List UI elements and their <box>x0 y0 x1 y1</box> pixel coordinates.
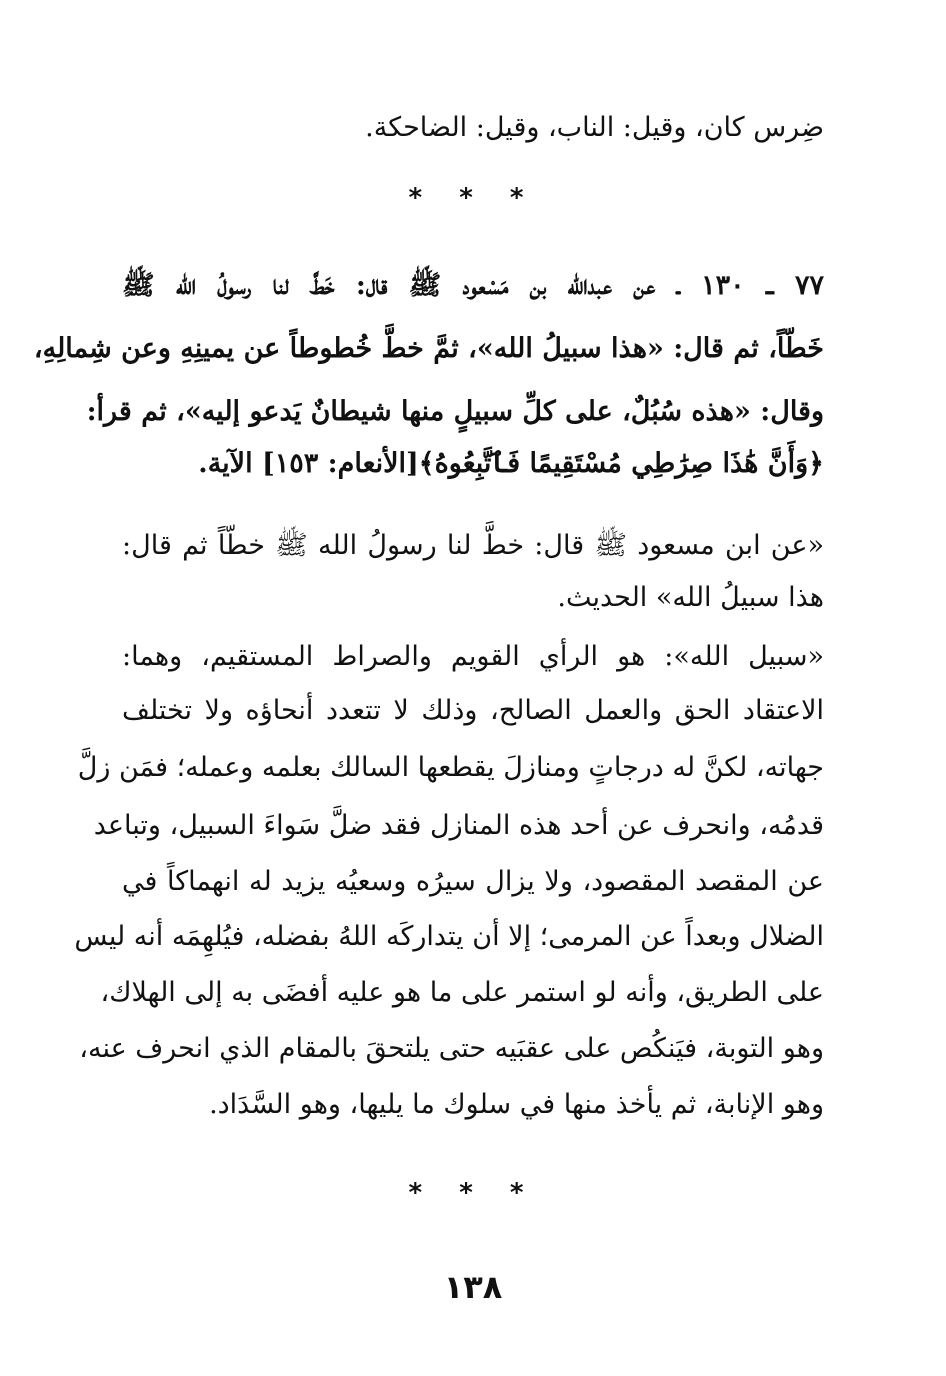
sharh-line-9: وهو الإنابة، ثم يأخذ منها في سلوك ما يليها، وهو السَّدَاد. <box>209 1089 824 1120</box>
separator-bottom: * * * <box>408 1178 538 1208</box>
sharh-line-4: قدمُه، وانحرف عن أحد هذه المنازل فقد ضلَّ سَواءَ السبيل، وتباعد <box>93 810 824 841</box>
hadith-line-1: ٧٧ ـ ١٣٠ ـ عن عبدالله بن مَسْعود ﷺ قال: خَطَّ لنا رسولُ الله ﷺ <box>122 270 824 301</box>
hadith-line-4: ﴿وَأَنَّ هَٰذَا صِرَٰطِي مُسْتَقِيمًا فَٱتَّبِعُوهُ﴾[الأنعام: ١٥٣] الآية. <box>198 448 824 479</box>
hadith-line-3: وقال: «هذه سُبُلٌ، على كلِّ سبيلٍ منها شيطانٌ يَدعو إليه»، ثم قرأ: <box>86 396 824 427</box>
sharh-line-8: وهو التوبة، فيَنكُص على عقبَيه حتى يلتحقَ بالمقام الذي انحرف عنه، <box>79 1033 824 1064</box>
sharh-line-2: الاعتقاد الحق والعمل الصالح، وذلك لا تتعدد أنحاؤه ولا تختلف <box>122 695 824 726</box>
separator-top: * * * <box>408 183 538 213</box>
hadith-line-2: خَطّاً، ثم قال: «هذا سبيلُ الله»، ثمَّ خطَّ خُطوطاً عن يمينِهِ وعن شِمالِهِ، <box>33 333 824 364</box>
intro-line: ضِرس كان، وقيل: الناب، وقيل: الضاحكة. <box>365 112 824 143</box>
sharh-line-3: جهاته، لكنَّ له درجاتٍ ومنازلَ يقطعها السالك بعلمه وعمله؛ فمَن زلَّ <box>77 752 824 783</box>
sharh-intro-line-2: هذا سبيلُ الله» الحديث. <box>557 582 824 613</box>
sharh-intro-line-1: «عن ابن مسعود ﷺ قال: خطَّ لنا رسولُ الله ﷺ خطّاً ثم قال: <box>122 530 824 561</box>
sharh-line-7: على الطريق، وأنه لو استمر على ما هو عليه أفضَى به إلى الهلاك، <box>100 977 824 1008</box>
sharh-line-6: الضلال وبعداً عن المرمى؛ إلا أن يتداركَه اللهُ بفضله، فيُلهِمَه أنه ليس <box>74 921 824 952</box>
sharh-line-1: «سبيل الله»: هو الرأي القويم والصراط المستقيم، وهما: <box>122 641 824 672</box>
page-number: ١٣٨ <box>443 1268 503 1306</box>
sharh-line-5: عن المقصد المقصود، ولا يزال سيرُه وسعيُه يزيد له انهماكاً في <box>122 866 824 897</box>
